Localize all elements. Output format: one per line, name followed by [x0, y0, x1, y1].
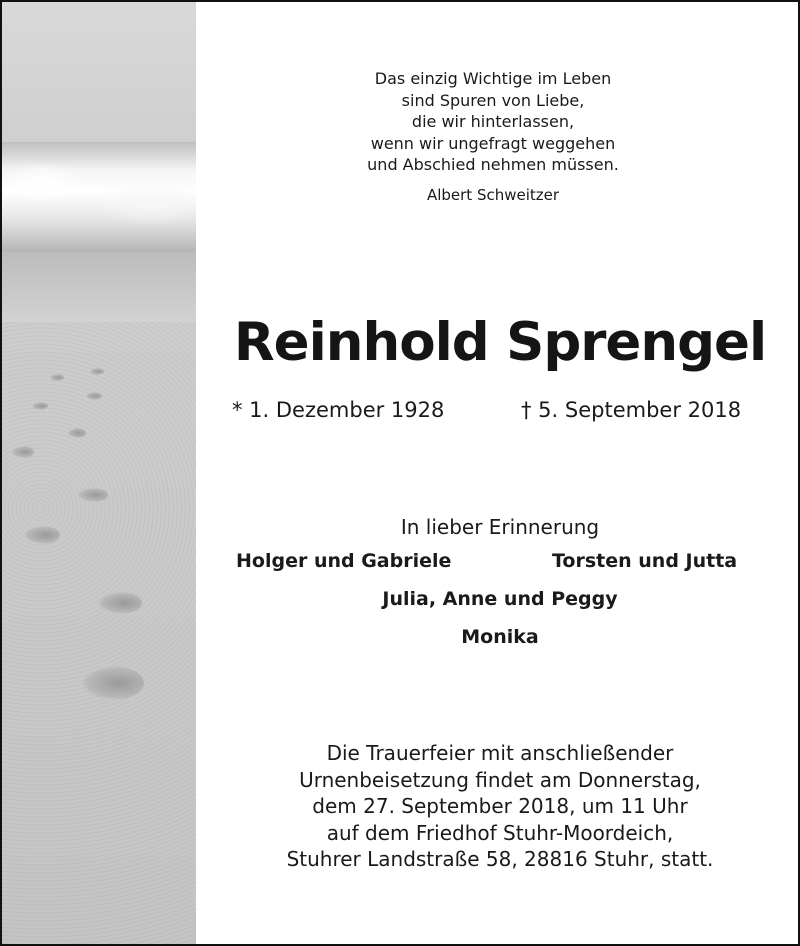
quote-line: die wir hinterlassen, [411, 112, 575, 131]
quote-line: sind Spuren von Liebe, [401, 90, 585, 110]
footprint [32, 402, 48, 410]
beach-footprints-photo [2, 2, 196, 944]
funeral-line: Urnenbeisetzung findet am Donnerstag, [299, 767, 701, 792]
memory-heading: In lieber Erinnerung [400, 515, 600, 539]
mourner-name: Monika [461, 626, 539, 648]
photo-surf [2, 142, 196, 252]
footprint [68, 428, 86, 438]
mourner-name: Julia, Anne und Peggy [382, 588, 618, 610]
footprint [78, 488, 108, 502]
quote-line: wenn wir ungefragt weggehen [370, 133, 616, 153]
photo-sand [2, 322, 196, 944]
footprint [86, 392, 102, 400]
quote-block [298, 68, 688, 206]
funeral-line: dem 27. September 2018, um 11 Uhr [312, 794, 688, 818]
footprint [82, 666, 144, 700]
photo-sky [2, 2, 196, 142]
footprint [24, 526, 60, 544]
funeral-line: Stuhrer Landstraße 58, 28816 Stuhr, statt. [286, 847, 714, 871]
footprint [12, 446, 34, 458]
funeral-line: auf dem Friedhof Stuhr-Moordeich, [326, 820, 674, 845]
photo-wet-sand [2, 252, 196, 322]
mourner-name: Torsten und Jutta [552, 550, 738, 572]
death-date: † 5. September 2018 [521, 398, 742, 422]
quote-author: Albert Schweitzer [426, 185, 560, 204]
footprint [50, 374, 64, 381]
footprint [90, 368, 104, 375]
deceased-name: Reinhold Sprengel [233, 312, 767, 373]
funeral-info [250, 740, 750, 873]
birth-date: * 1. Dezember 1928 [232, 398, 445, 422]
funeral-line: Die Trauerfeier mit anschließender [326, 741, 674, 765]
quote-line: und Abschied nehmen müssen. [367, 155, 619, 174]
quote-line: Das einzig Wichtige im Leben [374, 69, 612, 88]
mourner-name: Holger und Gabriele [236, 550, 452, 572]
footprint [98, 592, 142, 614]
